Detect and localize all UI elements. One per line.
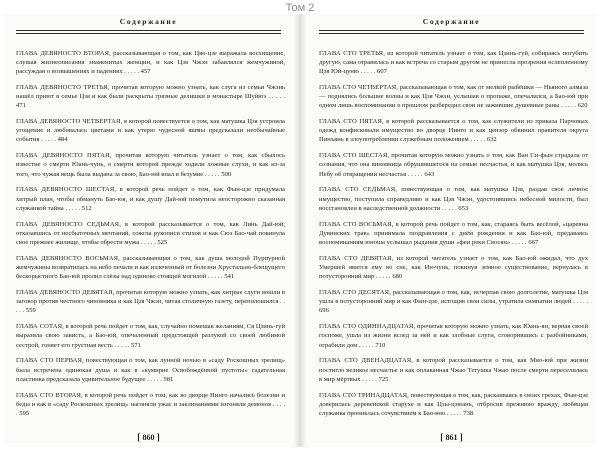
page-ref: 725 [378, 375, 389, 383]
page-ref: 471 [16, 102, 26, 110]
page-ref: 632 [486, 136, 497, 144]
page-ref: 595 [19, 410, 30, 418]
toc-entry [319, 322, 588, 350]
chapter-title: ГЛАВА СТО ЧЕТВЕРТАЯ [319, 83, 397, 91]
page-ref: 525 [157, 239, 168, 247]
page-number-value: 861 [445, 433, 458, 442]
toc-entry [16, 220, 285, 248]
page-ref: 559 [25, 307, 36, 315]
chapter-title: ГЛАВА ДЕВЯНОСТО ПЯТАЯ [16, 152, 110, 160]
page-number: [ 861 ] [440, 432, 463, 442]
chapter-summary: , в которой речь пойдет о том, как во дворце Нинго начались болезни и беды и как в «саду Роскошных зрелищ» нагоняли ужас и заклинаниями изгоняли демонов [16, 391, 285, 408]
dot-leader: . . . . . [41, 136, 58, 144]
page-ref: 738 [463, 410, 474, 418]
page-ref: 571 [130, 341, 141, 349]
dot-leader: . . . . . [407, 170, 425, 178]
dot-leader: . . . . . [124, 68, 141, 75]
chapter-summary: , рассказывающая о том, как душа молодой Пурпурной жемчужины возвратилась на небо печали и как излеченный от болезни Хрустально-блещущего бескорыстного Бао-юй пролил слёзы над одиноко стоящей могилой [16, 254, 285, 281]
dot-leader: . . . . . [65, 204, 82, 212]
dot-leader: . . . . . [16, 400, 286, 418]
page-ref: 680 [392, 273, 403, 281]
toc-entry [319, 356, 588, 384]
chapter-title: ГЛАВА ДЕВЯНОСТО ТРЕТЬЯ [16, 83, 108, 91]
dot-leader: . . . . . [146, 375, 164, 383]
chapter-summary: , прочитав которую можно узнать, как слуга из семьи Чжэнь нашёл приют в семье Цзя и как были раскрыты грязные делишки в монастыре Шуйюэ [16, 83, 286, 100]
dot-leader: . . . . . [114, 341, 131, 349]
chapter-summary: , в которой рассказывается о том, как Мяо-юй при жизни постигло великое несчастье и как оплаканная Чжао Тетушка Чжао после смерти переселилась в мир мёртвых [319, 357, 588, 383]
chapter-summary: , повествующая о том, как матушка Цзя, раздав свое личное имущество, поступила справедливо и как Цзя Чжэн, удостоившись небесной милости, был восстановлен в наследственной должности [319, 186, 589, 212]
page-ref: 607 [376, 68, 387, 75]
toc-entry [16, 391, 285, 419]
dot-leader: . . . . . [207, 273, 225, 281]
chapter-summary: , в которой рассказывается о том, как служители из приказа Парчовых одежд конфисковали имущество во дворце Нинго и как цензор обвинил правителя округа Пинъянь в злоупотреблении служебным положением [319, 118, 588, 144]
chapter-title: ГЛАВА ДЕВЯНОСТО ЧЕТВЕРТАЯ [16, 118, 121, 125]
page-ref: 512 [81, 204, 92, 212]
chapter-title: ГЛАВА СТО ТРЕТЬЯ [319, 49, 384, 57]
chapter-summary: , в которой речь пойдет о том, как, стараясь быть весёлой, «царевна Дувинских трав» принимала поздравления с днём рождения и как Бао-юй, предаваясь воспоминаниям юноша услышал рыдания души «феи реки Сяосян» [319, 220, 589, 247]
page-ref: 581 [163, 375, 174, 383]
toc-entry [319, 117, 588, 145]
dot-leader: . . . . . [375, 273, 393, 281]
toc-entry [16, 49, 285, 77]
dot-leader: . . . . . [358, 341, 376, 349]
chapter-summary: , рассказывающая о том, как от мелкой рыбёшки — Ньяного алмаза — поднялись большие волны и как Цзя Чжэн, услышав о пропаже, опечалился, а Бао-юй при одном лишь воспоминании о прошлом разбередил свои не зажившие душевные раны [319, 83, 588, 110]
chapter-title: ГЛАВА ДЕВЯНОСТО ШЕСТАЯ [16, 186, 115, 194]
page-ref: 541 [224, 273, 235, 281]
chapter-title: ГЛАВА ДЕВЯНОСТО ВТОРАЯ [16, 49, 110, 57]
chapter-summary: , в которой рассказывается о том, как Линь Дай-юй, отказавшись от несбыточных мечтаний, сожгла рукописи стихов и как Сюэ Бао-чай покинула свое прежнее жилище, чтобы обрести мужа [16, 220, 285, 247]
page-ref: 484 [57, 136, 68, 144]
chapter-summary: , повествующая о том, как лунной ночью в «саду Роскошных зрелищ» была встречена одинокая душа и как в «кумирне Освобождённой пустоты» гадательная пластинка предсказала удивительное будущее [16, 357, 285, 383]
book-gutter [293, 14, 307, 447]
chapter-summary: , повествующая о том, как, раскаиваясь в своих грехах, Фын-цзе доверилась деревенской старухе и как Цзы-цзюань, отбросив прежнюю вражду, любящая служанка прониклась сочувствием к Бао-юю [319, 391, 589, 418]
dot-leader: . . . . . [140, 239, 158, 247]
page-ref: 457 [140, 68, 151, 75]
chapter-title: ГЛАВА СТО ТРИНАДЦАТАЯ [319, 391, 408, 399]
chapter-title: ГЛАВА СТО ДВЕНАДЦАТАЯ [319, 357, 412, 365]
page-ref: 710 [375, 341, 386, 349]
chapter-summary: , прочитав которую можно узнать о том, как Ван Си-фын страдала от сознания, что она виновница обрушившегося на семью несчастья, и как матушка Цзя, молясь Небу об отвращении несчастья [319, 152, 588, 178]
volume-label: Том 2 [285, 2, 315, 14]
head-rule [319, 30, 584, 31]
dot-leader: . . . . . [362, 375, 379, 383]
page-number-value: 860 [142, 433, 155, 442]
chapter-title: ГЛАВА СТО ПЯТАЯ [319, 118, 382, 125]
chapter-title: ГЛАВА СТО ОДИННАДЦАТАЯ [319, 323, 414, 331]
chapter-summary: , в которой повествуется о том, как матушка Цзя устроила угощение и любовалась цветами и как утерю чудесной яшмы предсказали необычайные события [16, 118, 285, 144]
running-head: Содержание [119, 17, 178, 26]
chapter-summary: , в которой речь пойдет о том, как, случайно помешав желаниям, Ся Цзинь-гуй выразила свою зависть, а Бао-юй, опечаленный предстоящей разлукой со своей любимой сестрой, гоняет его грустная весть [16, 323, 286, 349]
chapter-summary: , рассказывающая о том, как Цяо-цзе выражала восхищение, слушая жизнеописания знаменитых женщин, и как Цзя Чжэн забавлялся жемчужиной, рассуждая о возвышениях и падениях [16, 49, 285, 75]
toc-entry [16, 151, 285, 179]
chapter-title: ГЛАВА СТО СЕДЬМАЯ [319, 186, 396, 194]
dot-leader: . . . . . [511, 239, 529, 247]
toc-entry [319, 220, 588, 248]
toc-entry [319, 391, 588, 419]
chapter-summary: , из которой читатель узнает о том, как Цзинь-гуй, собираясь погубить другую, сама отравилась и как встреча со старым другом не принесла прозрения ослепленному Цзя Юй-цуню [319, 49, 589, 75]
dot-leader: . . . . . [446, 410, 464, 418]
chapter-title: ГЛАВА ДЕВЯНОСТО ВОСЬМАЯ [16, 254, 119, 262]
page-ref: 653 [458, 204, 469, 212]
chapter-title: ГЛАВА ДЕВЯНОСТО СЕДЬМАЯ [16, 220, 120, 228]
toc-entry [16, 83, 285, 111]
chapter-title: ГЛАВА СТО ДЕВЯТАЯ [319, 254, 392, 262]
chapter-title: ГЛАВА СТО ВОСЬМАЯ [319, 220, 392, 228]
dot-leader: . . . . . [204, 170, 222, 178]
toc-entry [16, 254, 285, 282]
dot-leader: . . . . . [561, 102, 578, 110]
page-ref: 643 [424, 170, 435, 178]
chapter-summary: , в которой речь пойдет о том, как Фын-цзе придумала хитрый план, чтобы обмануть Бао-юя, и как душу Дай-юй помутила неосторожно сказанная служанкой тайна [16, 186, 285, 212]
chapter-summary: , из которой читатель узнает о том, как Бао-юй ожидал, что дух Умершей явится ему во сне, как Ин-чунь, покинув земное существование, вернулась в потусторонний мир [319, 254, 588, 281]
dot-leader: . . . . . [268, 93, 285, 100]
toc-entry [319, 254, 588, 282]
running-head: Содержание [422, 17, 481, 26]
chapter-title: ГЛАВА СТО ВТОРАЯ [16, 391, 81, 399]
chapter-summary: , прочитав которую можно узнать, как Юань-ян, верная своей госпоже, ушла из жизни вслед за ней и как злобные слуги, сговорившись с разбойниками, ограбили дом [319, 323, 589, 349]
toc-entry [16, 356, 285, 384]
chapter-title: ГЛАВА СТО ПЕРВАЯ [16, 357, 83, 365]
dot-leader: . . . . . [360, 68, 377, 75]
toc-list [16, 42, 285, 425]
page-ref: 667 [528, 239, 539, 247]
chapter-title: ГЛАВА СТО ДЕСЯТАЯ [319, 289, 390, 297]
chapter-title: ГЛАВА ДЕВЯНОСТО ДЕВЯТАЯ [16, 289, 113, 297]
right-page [307, 14, 596, 447]
page-number: [ 860 ] [137, 432, 160, 442]
toc-entry [319, 185, 588, 213]
toc-entry [16, 185, 285, 213]
chapter-title: ГЛАВА СОТАЯ [16, 323, 63, 331]
head-rule [16, 30, 281, 31]
toc-entry [16, 117, 285, 145]
chapter-title: ГЛАВА СТО ШЕСТАЯ [319, 152, 388, 160]
toc-entry [319, 49, 588, 77]
dot-leader: . . . . . [470, 136, 487, 144]
dot-leader: . . . . . [573, 298, 588, 306]
dot-leader: . . . . . [441, 204, 459, 212]
toc-entry [319, 151, 588, 179]
page-ref: 620 [577, 102, 588, 110]
left-page [4, 14, 293, 447]
toc-entry [319, 83, 588, 111]
toc-entry [319, 288, 588, 316]
toc-entry [16, 288, 285, 316]
page-ref: 696 [319, 307, 329, 315]
chapter-summary: , прочитав которую читатель узнает о том, как сбылось известие о смерти Юань-чунь, о смерти которой прежде ходили ложные слухи, и как из-за того, что чужая вещь была выдана за свою, Бао-юй впал в безумие [16, 152, 285, 178]
chapter-summary: , прочитав которую можно узнать, как хитрые слуги вошли в заговор против честного чиновника и как Цзя Чжэн, читая столичную газету, переполошился [16, 289, 285, 306]
toc-list [319, 42, 588, 425]
page-ref: 500 [221, 170, 232, 178]
chapter-summary: , рассказывающая о том, как, исчерпав свою долголетие, матушка Цзя ушла в потусторонний мир и как Фын-цзе, истощив свои силы, утратила симпатии людей [319, 289, 589, 306]
toc-entry [16, 322, 285, 350]
dot-leader: . . . . . [16, 298, 285, 315]
